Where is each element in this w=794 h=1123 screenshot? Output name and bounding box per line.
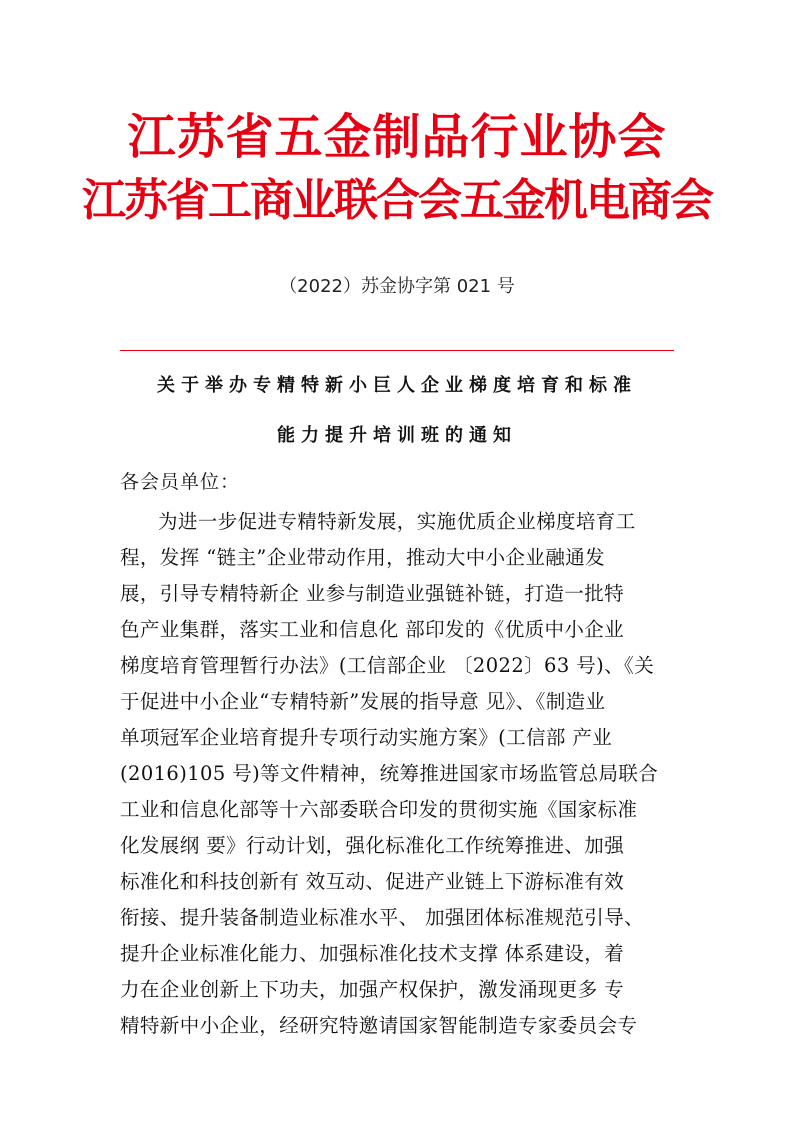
body-text-line: 工业和信息化部等十六部委联合印发的贯彻实施《国家标准	[120, 798, 638, 821]
body-text-line: 标准化和科技创新有 效互动、促进产业链上下游标准有效	[120, 870, 625, 893]
body-text-line: 为进一步促进专精特新发展，实施优质企业梯度培育工	[158, 510, 636, 533]
org-title-chamber-of-commerce: 江苏省工商业联合会五金机电商会	[82, 175, 712, 226]
red-divider	[120, 350, 674, 351]
body-text-line: 提升企业标准化能力、加强标准化技术支撑 体系建设，着	[120, 942, 625, 965]
salutation: 各会员单位：	[120, 471, 241, 493]
body-text-line: 梯度培育管理暂行办法》(工信部企业 〔2022〕63 号)、《关	[120, 654, 655, 677]
org-title-hardware-association: 江苏省五金制品行业协会	[127, 109, 667, 165]
body-text-line: 化发展纲 要》行动计划，强化标准化工作统筹推进、加强	[120, 834, 625, 857]
body-text-line: 展，引导专精特新企 业参与制造业强链补链，打造一批特	[120, 582, 625, 605]
body-text-line: 程，发挥 “链主”企业带动作用，推动大中小企业融通发	[120, 546, 606, 569]
body-text-line: 于促进中小企业“专精特新”发展的指导意 见》、《制造业	[120, 690, 606, 713]
body-text-line: 单项冠军企业培育提升专项行动实施方案》(工信部 产业	[120, 726, 613, 749]
body-text-line: 力在企业创新上下功夫，加强产权保护，激发涌现更多 专	[120, 978, 625, 1001]
body-text-line: (2016)105 号)等文件精神，统筹推进国家市场监管总局联合	[120, 762, 659, 785]
body-text-line: 色产业集群，落实工业和信息化 部印发的《优质中小企业	[120, 618, 625, 641]
notice-title-line-2: 能力提升培训班的通知	[277, 425, 517, 446]
notice-title-line-1: 关于举办专精特新小巨人企业梯度培育和标准	[157, 375, 637, 396]
body-text-line: 衔接、提升装备制造业标准水平、 加强团体标准规范引导、	[120, 906, 644, 929]
body-text-line: 精特新中小企业，经研究特邀请国家智能制造专家委员会专	[120, 1014, 638, 1037]
document-number: （2022）苏金协字第 021 号	[279, 276, 515, 297]
